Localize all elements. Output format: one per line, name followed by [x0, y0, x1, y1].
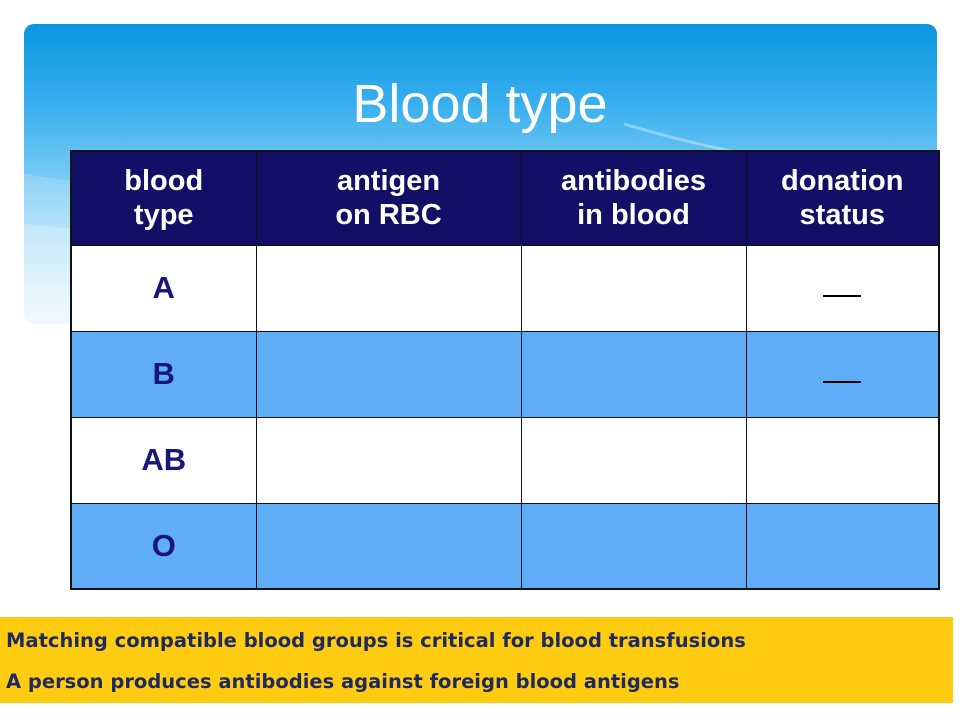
- header-blood-type: [71, 151, 256, 245]
- donation-status-cell: [746, 245, 939, 331]
- caption-line-2: A person produces antibodies against foreign blood antigens: [6, 670, 680, 693]
- antigen-cell: [256, 503, 521, 589]
- header-antibodies: [521, 151, 746, 245]
- antibodies-cell: [521, 245, 746, 331]
- header-label-line: antibodies: [560, 165, 706, 198]
- antibodies-cell: [521, 503, 746, 589]
- header-label-line: in blood: [577, 199, 690, 232]
- table-row: [71, 331, 939, 417]
- slide-title: Blood type: [352, 74, 608, 134]
- donation-status-cell: [746, 331, 939, 417]
- header-antigen: [256, 151, 521, 245]
- caption-line-1: Matching compatible blood groups is critical for blood transfusions: [6, 629, 746, 652]
- blood-type-cell: AB: [71, 417, 256, 503]
- table-row: [71, 417, 939, 503]
- table-header-row: [71, 151, 939, 245]
- blood-type-cell: A: [71, 245, 256, 331]
- header-label-line: donation: [781, 165, 904, 198]
- antigen-cell: [256, 245, 521, 331]
- antigen-cell: [256, 331, 521, 417]
- blood-type-table: [70, 150, 940, 590]
- header-label-line: type: [133, 199, 194, 232]
- donation-status-cell: [746, 417, 939, 503]
- header-donation-status: [746, 151, 939, 245]
- donation-status-cell: [746, 503, 939, 589]
- header-label-line: antigen: [336, 165, 441, 198]
- antibodies-cell: [521, 417, 746, 503]
- caption-banner: [0, 617, 953, 703]
- antibodies-cell: [521, 331, 746, 417]
- blood-type-cell: B: [71, 331, 256, 417]
- table-row: [71, 503, 939, 589]
- blood-type-cell: O: [71, 503, 256, 589]
- header-label-line: on RBC: [335, 199, 442, 232]
- header-label-line: blood: [124, 165, 204, 198]
- table-row: [71, 245, 939, 331]
- antigen-cell: [256, 417, 521, 503]
- blank-answer-line: [823, 361, 861, 383]
- header-label-line: status: [799, 199, 885, 232]
- blank-answer-line: [823, 275, 861, 297]
